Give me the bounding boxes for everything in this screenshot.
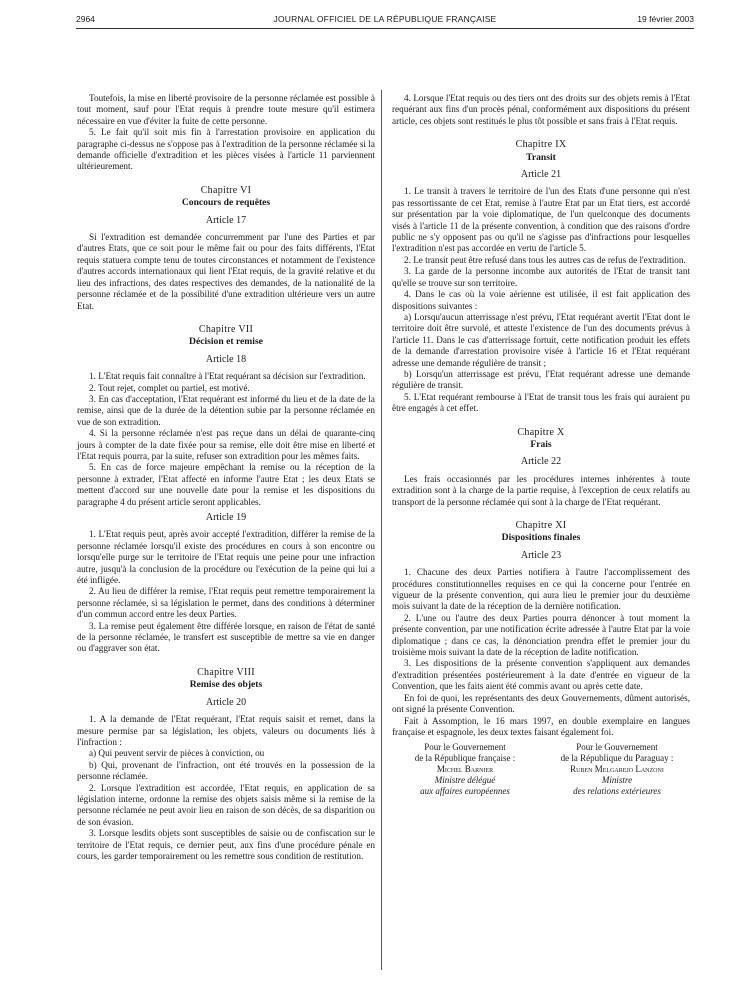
paragraph: Si l'extradition est demandée concurremment par l'une des Parties et par d'autres Etats, que ce soit pour le même fait ou pour des faits différents, l'Etat requis statuera compte tenu de toutes circonstances et notamment de l'existence d'autres accords internationaux qui lient l'Etat requis, de la gravité relative et du lieu des infractions, des dates respectives des demandes, de la nationalité de la personne réclamée et de la possibilité d'une extradition ultérieure vers un autre Etat.	[77, 232, 375, 311]
signatory-role: Ministre délégué	[434, 775, 496, 786]
paragraph: Fait à Assomption, le 16 mars 1997, en double exemplaire en langues française et espagnole, les deux textes faisant également foi.	[392, 715, 690, 737]
paragraph: 4. Dans le cas où la voie aérienne est utilisée, il est fait application des dispositions suivantes :	[392, 289, 690, 311]
paragraph: 2. Tout rejet, complet ou partiel, est motivé.	[89, 382, 250, 393]
page-number: 2964	[76, 14, 95, 24]
signatory-line: Pour le Gouvernement	[576, 742, 658, 753]
paragraph: 5. L'Etat requérant rembourse à l'Etat de transit tous les frais qui auraient pu être engagés à cet effet.	[392, 391, 690, 414]
paragraph: 1. L'Etat requis peut, après avoir accepté l'extradition, différer la remise de la personne réclamée lorsqu'il existe des procédures en cours à son encontre ou lorsqu'elle purge sur le territoire de l'Etat requis une peine pour une infraction autre, jusqu'à la conclusion de la procédure ou l'exécution de la peine qui lui a été infligée.	[77, 529, 375, 586]
article-heading: Article 19	[205, 512, 247, 523]
page-header	[76, 14, 694, 28]
signatory-role: des relations extérieures	[573, 786, 661, 797]
chapter-heading: Chapitre X	[517, 426, 565, 438]
section-title: Dispositions finales	[501, 532, 581, 544]
paragraph: 1. A la demande de l'Etat requérant, l'Etat requis saisit et remet, dans la mesure permise par sa législation, les objets, valeurs ou documents liés à l'infraction :	[77, 714, 375, 747]
right-column	[392, 93, 690, 797]
article-heading: Article 17	[205, 214, 247, 226]
paragraph: 3. La remise peut également être différée lorsque, en raison de l'état de santé de la personne réclamée, le transfert est susceptible de mettre sa vie en danger ou d'aggraver son état.	[77, 620, 375, 654]
paragraph: 4. Lorsque l'Etat requis ou des tiers ont des droits sur des objets remis à l'Etat requérant aux fins d'un procès pénal, conformément aux dispositions du présent article, ces objets sont restitués le plus tôt possible et sans frais à l'Etat requis.	[392, 93, 690, 126]
paragraph: 2. Le transit peut être refusé dans tous les autres cas de refus de l'extradition.	[404, 254, 686, 265]
section-title: Décision et remise	[189, 336, 263, 348]
paragraph: 5. Le fait qu'il soit mis fin à l'arrestation provisoire en application du paragraphe ci-dessus ne s'oppose pas à l'extradition de la personne réclamée si la demande officielle d'extradition et les pièces visées à l'article 11 parviennent ultérieurement.	[77, 127, 375, 172]
left-column	[77, 93, 375, 862]
paragraph: 1. L'Etat requis fait connaître à l'Etat requérant sa décision sur l'extradition.	[89, 371, 366, 382]
signature-block	[392, 742, 690, 797]
paragraph: a) Qui peuvent servir de pièces à conviction, ou	[89, 748, 265, 759]
header-rule	[76, 28, 694, 29]
article-heading: Article 22	[520, 456, 562, 468]
column-divider	[381, 90, 382, 970]
paragraph: Toutefois, la mise en liberté provisoire de la personne réclamée est possible à tout moment, sauf pour l'Etat requis à prendre toute mesure qu'il estimera nécessaire en vue d'éviter la fuite de cette personne.	[77, 93, 375, 126]
issue-date: 19 février 2003	[637, 14, 694, 24]
paragraph: 3. La garde de la personne incombe aux autorités de l'Etat de transit tant qu'elle se trouve sur son territoire.	[392, 266, 690, 288]
paragraph: Les frais occasionnés par les procédures internes inhérentes à toute extradition sont à la charge de la partie requise, à l'exception de ceux relatifs au transport de la personne réclamée qui sont à la charge de l'Etat requérant.	[392, 473, 690, 507]
paragraph: 1. Le transit à travers le territoire de l'un des Etats d'une personne qui n'est pas ressortissante de cet Etat, remise à l'autre Etat par un Etat tiers, est accordé sur présentation par la voie diplomatique, de l'un quelconque des documents visés à l'article 11 de la présente convention, à condition que des raisons d'ordre public ne s'y opposent pas ou qu'il ne s'agisse pas d'infractions pour lesquelles l'extradition n'est pas accordée en vertu de l'article 5.	[392, 186, 690, 254]
article-heading: Article 20	[205, 696, 247, 708]
article-heading: Article 23	[520, 549, 562, 561]
section-title: Transit	[526, 151, 556, 163]
paragraph: a) Lorsqu'aucun atterrissage n'est prévu, l'Etat requérant avertit l'Etat dont le territoire doit être survolé, et atteste l'existence de l'un des documents prévus à l'article 11. Dans le cas d'atterrissage fortuit, cette notification produit les effets de la demande d'arrestation provisoire visée à l'article 16 et l'Etat requérant adresse une demande régulière de transit ;	[392, 311, 690, 368]
section-title: Remise des objets	[189, 679, 263, 691]
chapter-heading: Chapitre VI	[200, 184, 252, 196]
paragraph: 3. Lorsque lesdits objets sont susceptibles de saisie ou de confiscation sur le territoire de l'Etat requis, ce dernier peut, aux fins d'une procédure pénale en cours, les garder temporairement ou les remettre sous condition de restitution.	[77, 828, 375, 861]
signatory-line: Pour le Gouvernement	[424, 742, 506, 753]
section-title: Concours de requêtes	[181, 197, 271, 209]
paragraph: En foi de quoi, les représentants des deux Gouvernements, dûment autorisés, ont signé la présente Convention.	[392, 692, 690, 715]
article-heading: Article 18	[205, 353, 247, 365]
signatory-role: Ministre	[601, 775, 633, 786]
paragraph: b) Lorsqu'un atterrissage est prévu, l'Etat requérant adresse une demande régulière de transit.	[392, 368, 690, 391]
paragraph: 2. Au lieu de différer la remise, l'Etat requis peut remettre temporairement la personne réclamée, si sa législation le permet, dans des conditions à déterminer d'un commun accord entre les deux Parties.	[77, 586, 375, 620]
signatory-paraguay	[544, 742, 690, 797]
signatory-line: de la République française :	[414, 753, 516, 764]
journal-title: JOURNAL OFFICIEL DE LA RÉPUBLIQUE FRANÇAISE	[273, 14, 497, 24]
paragraph: 5. En cas de force majeure empêchant la remise ou la réception de la personne à extrader, l'Etat affecté en informe l'autre Etat ; les deux Etats se mettent d'accord sur une nouvelle date pour la remise et les dispositions du paragraphe 4 du présent article seront applicables.	[77, 462, 375, 507]
paragraph: b) Qui, provenant de l'infraction, ont été trouvés en la possession de la personne réclamée.	[77, 759, 375, 782]
right-column-body	[392, 93, 690, 738]
chapter-heading: Chapitre XI	[515, 520, 567, 531]
chapter-heading: Chapitre VIII	[197, 666, 255, 678]
article-heading: Article 21	[520, 169, 562, 181]
signatory-line: de la République du Paraguay :	[560, 753, 674, 764]
section-title: Frais	[530, 438, 552, 450]
paragraph: 4. Si la personne réclamée n'est pas reçue dans un délai de quarante-cinq jours à compter de la date fixée pour sa remise, elle doit être mise en liberté et l'Etat requis pourra, par la suite, refuser son extradition pour les mêmes faits.	[77, 428, 375, 461]
signatory-role: aux affaires européennes	[420, 786, 510, 797]
paragraph: 2. L'une ou l'autre des deux Parties pourra dénoncer à tout moment la présente convention, par une notification écrite adressée à l'autre Etat par la voie diplomatique ; dans ce cas, la dénonciation prendra effet le premier jour du troisième mois suivant la date de la réception de ladite notification.	[392, 612, 690, 658]
signatory-name: Ruben Melgarejo Lanzoni	[570, 764, 664, 775]
paragraph: 1. Chacune des deux Parties notifiera à l'autre l'accomplissement des procédures constitutionnelles requises en ce qui la concerne pour l'entrée en vigueur de la présente convention, qui aura lieu le premier jour du deuxième mois suivant la date de la réception de la dernière notification.	[392, 567, 690, 612]
paragraph: 3. Les dispositions de la présente convention s'appliquent aux demandes d'extradition présentées postérieurement à la date d'entrée en vigueur de la Convention, que les faits aient été commis avant ou après cette date.	[392, 658, 690, 692]
paragraph: 2. Lorsque l'extradition est accordée, l'Etat requis, en application de sa législation interne, ordonne la remise des objets saisis même si la remise de la personne réclamée ne peut avoir lieu en raison de son décès, de sa disparition ou de son évasion.	[77, 782, 375, 827]
chapter-heading: Chapitre IX	[515, 139, 567, 151]
paragraph: 3. En cas d'acceptation, l'Etat requérant est informé du lieu et de la date de la remise, ainsi que de la durée de la détention subie par la personne réclamée en vue de son extradition.	[77, 393, 375, 427]
signatory-name: Michel Barnier	[436, 764, 494, 775]
signatory-france	[392, 742, 538, 797]
chapter-heading: Chapitre VII	[198, 323, 254, 335]
